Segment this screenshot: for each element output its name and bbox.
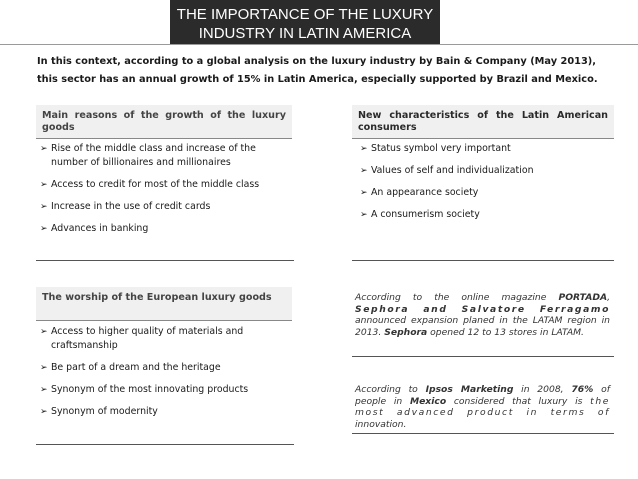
- arrow-bullet-icon: ➢: [40, 224, 48, 234]
- arrow-bullet-icon: ➢: [360, 166, 368, 176]
- worship-box-bottom-rule: [36, 444, 294, 445]
- consumer-box-heading: New characteristics of the Latin American consumers: [352, 105, 614, 138]
- portada-quote-rule: [352, 356, 614, 357]
- title-divider: [0, 44, 638, 45]
- slide-title-line1: THE IMPORTANCE OF THE LUXURY: [176, 6, 434, 23]
- arrow-bullet-icon: ➢: [40, 327, 48, 337]
- brands-bold: Sephora and Salvatore Ferragamo: [355, 303, 610, 315]
- consumer-heading-rule: [352, 138, 614, 139]
- growth-box-bottom-rule: [36, 260, 294, 261]
- ipsos-quote: According to Ipsos Marketing in 2008, 76% of people in Mexico considered that luxury is the most advanced product in terms of innovation.: [355, 384, 611, 430]
- list-item: ➢ Synonym of modernity: [40, 406, 158, 417]
- mexico-bold: Mexico: [409, 395, 447, 407]
- arrow-bullet-icon: ➢: [360, 188, 368, 198]
- arrow-bullet-icon: ➢: [360, 210, 368, 220]
- worship-box-heading: The worship of the European luxury goods: [36, 287, 292, 320]
- intro-paragraph: [37, 53, 617, 89]
- slide-title-line2: INDUSTRY IN LATIN AMERICA: [198, 25, 412, 42]
- list-item: ➢ Status symbol very important: [360, 143, 511, 154]
- slide-title: [170, 0, 440, 44]
- worship-list: [40, 325, 290, 427]
- arrow-bullet-icon: ➢: [40, 407, 48, 417]
- portada-quote: According to the online magazine PORTADA, Sephora and Salvatore Ferragamo announced expansion planed in the LATAM region in 2013. Sephora opened 12 to 13 stores in LATAM.: [355, 292, 610, 338]
- list-item: ➢ An appearance society: [360, 187, 479, 198]
- growth-list: [40, 142, 290, 244]
- worship-heading-rule: [36, 320, 292, 321]
- list-item: ➢ Rise of the middle class and increase of the number of billionaires and millionaires: [40, 143, 256, 168]
- growth-heading-rule: [36, 138, 292, 139]
- consumer-box-bottom-rule: [352, 260, 614, 261]
- ipsos-quote-rule: [352, 433, 614, 434]
- arrow-bullet-icon: ➢: [40, 202, 48, 212]
- consumer-list: [360, 142, 610, 230]
- arrow-bullet-icon: ➢: [360, 144, 368, 154]
- arrow-bullet-icon: ➢: [40, 363, 48, 373]
- list-item: ➢ A consumerism society: [360, 209, 480, 220]
- intro-line1: In this context, according to a global analysis on the luxury industry by Bain & Company (May 2013),: [37, 56, 596, 67]
- list-item: ➢ Values of self and individualization: [360, 165, 534, 176]
- arrow-bullet-icon: ➢: [40, 385, 48, 395]
- intro-line2: this sector has an annual growth of 15% in Latin America, especially supported by Brazil and Mexico.: [37, 74, 598, 85]
- ipsos-bold: Ipsos Marketing: [425, 384, 514, 395]
- growth-box-heading: Main reasons of the growth of the luxury goods: [36, 105, 292, 138]
- sephora-bold: Sephora: [384, 326, 428, 338]
- arrow-bullet-icon: ➢: [40, 180, 48, 190]
- list-item: ➢ Increase in the use of credit cards: [40, 201, 211, 212]
- portada-bold: PORTADA: [558, 292, 608, 303]
- list-item: ➢ Synonym of the most innovating products: [40, 384, 249, 395]
- list-item: ➢ Access to credit for most of the middle class: [40, 179, 260, 190]
- arrow-bullet-icon: ➢: [40, 144, 48, 154]
- percent-bold: 76%: [571, 384, 594, 395]
- list-item: ➢ Access to higher quality of materials and craftsmanship: [40, 326, 244, 351]
- list-item: ➢ Be part of a dream and the heritage: [40, 362, 221, 373]
- list-item: ➢ Advances in banking: [40, 223, 149, 234]
